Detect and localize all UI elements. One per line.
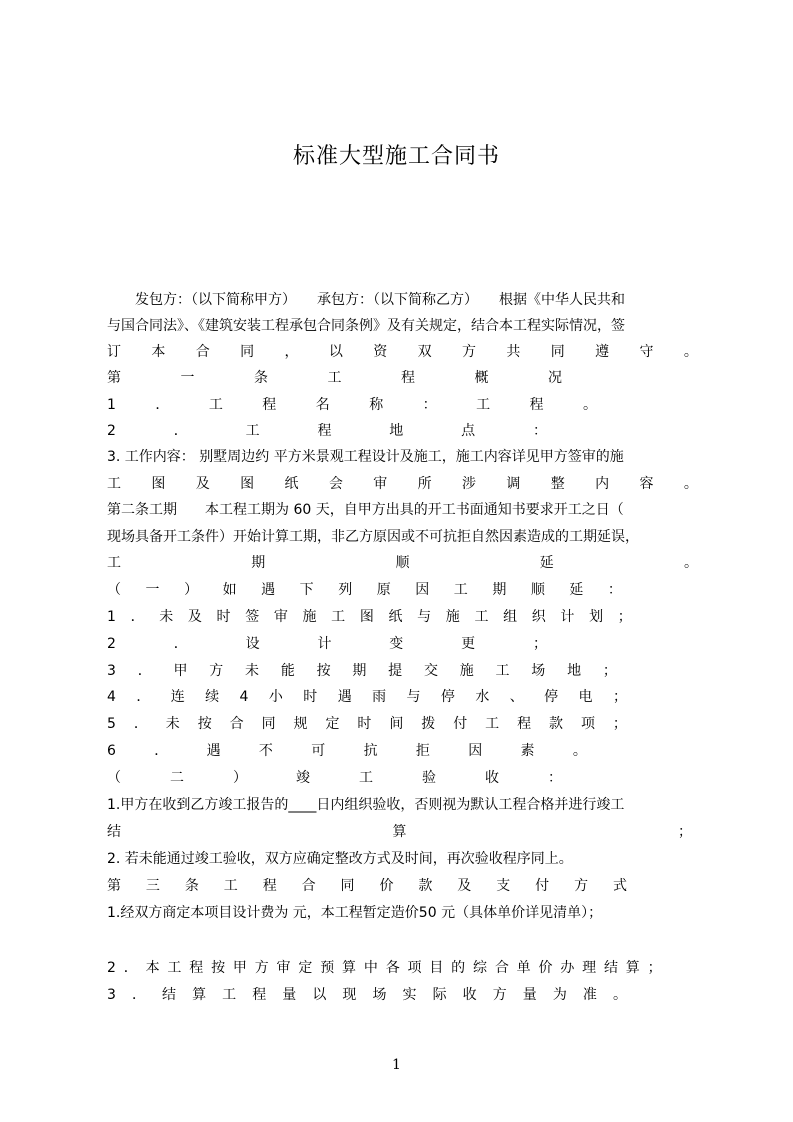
glyph: 三: [145, 878, 160, 894]
glyph: 纸: [388, 609, 403, 625]
glyph: 因: [468, 743, 483, 759]
glyph: 工: [453, 582, 468, 598]
glyph: ：: [607, 582, 622, 598]
glyph: 2: [107, 960, 116, 976]
glyph: 计: [317, 636, 332, 652]
glyph: ，: [284, 344, 299, 360]
glyph: 况: [548, 370, 562, 386]
glyph: 与: [417, 609, 432, 625]
glyph: 图: [359, 609, 374, 625]
glyph: 雨: [372, 689, 387, 705]
work-content-line-2: [107, 474, 698, 494]
glyph: 拒: [415, 743, 430, 759]
article-2-line-3: [107, 553, 698, 573]
glyph: 程: [262, 878, 277, 894]
glyph: 期: [352, 663, 367, 679]
glyph: 按: [316, 663, 331, 679]
glyph: 列: [338, 582, 353, 598]
glyph: ：: [548, 770, 562, 786]
article-3-heading: [107, 876, 627, 896]
glyph: 单: [516, 960, 531, 976]
glyph: 续: [205, 689, 220, 705]
glyph: ；: [612, 716, 627, 732]
glyph: 组: [503, 609, 518, 625]
glyph: ；: [647, 960, 662, 976]
glyph: 结: [603, 960, 618, 976]
glyph: 6: [107, 743, 116, 759]
glyph: 名: [315, 397, 330, 413]
glyph: 顺: [530, 582, 545, 598]
glyph: 内: [595, 476, 610, 492]
glyph: 遇: [206, 743, 221, 759]
glyph: 称: [369, 397, 384, 413]
delay-cause-2: [107, 634, 547, 654]
glyph: 涉: [462, 476, 476, 492]
glyph: 5: [107, 716, 116, 732]
glyph: 工: [331, 609, 346, 625]
glyph: 工: [359, 770, 373, 786]
glyph: 工: [327, 370, 342, 386]
glyph: 时: [303, 689, 318, 705]
glyph: 第: [107, 370, 121, 386]
glyph: 方: [254, 960, 269, 976]
delay-cause-4: [107, 687, 627, 707]
glyph: 遇: [337, 689, 352, 705]
glyph: 素: [520, 743, 535, 759]
glyph: 际: [432, 987, 447, 1003]
glyph: 守: [639, 344, 654, 360]
glyph: （: [107, 582, 121, 598]
payment-line-1: 1.经双方商定本项目设计费为 元，本工程暂定造价50 元（具体单价详见清单）；: [107, 905, 603, 921]
glyph: ．: [173, 423, 188, 439]
glyph: 不: [258, 743, 273, 759]
glyph: 下: [299, 582, 314, 598]
glyph: ；: [617, 609, 632, 625]
glyph: 概: [474, 370, 489, 386]
glyph: 价: [379, 878, 394, 894]
glyph: 程: [529, 397, 544, 413]
glyph: 项: [580, 716, 595, 732]
glyph: 收: [485, 770, 499, 786]
glyph: ；: [678, 824, 692, 840]
glyph: 量: [282, 987, 297, 1003]
glyph: 连: [170, 689, 185, 705]
glyph: 。: [612, 987, 627, 1003]
glyph: 4: [239, 689, 249, 705]
delay-cause-1: [107, 607, 632, 627]
glyph: 一: [145, 582, 160, 598]
glyph: 甲: [173, 663, 188, 679]
glyph: 未: [165, 716, 180, 732]
glyph: 停: [544, 689, 559, 705]
glyph: 资: [373, 344, 388, 360]
payment-line-3: [107, 985, 627, 1005]
glyph: （: [107, 770, 121, 786]
glyph: 1: [107, 609, 116, 625]
glyph: 停: [440, 689, 455, 705]
glyph: 价: [538, 960, 553, 976]
glyph: 地: [567, 663, 582, 679]
glyph: 同: [550, 344, 565, 360]
glyph: 同: [240, 344, 255, 360]
project-location-line: [107, 421, 547, 441]
glyph: 按: [197, 716, 212, 732]
glyph: 及: [195, 476, 210, 492]
glyph: 2: [107, 636, 116, 652]
glyph: 第: [107, 878, 121, 894]
preamble-line-1: 发包方：（以下简称甲方） 承包方：（以下简称乙方） 根据《中华人民共和: [107, 292, 625, 308]
payment-line-2: [107, 958, 662, 978]
glyph: ）: [233, 770, 247, 786]
glyph: ；: [602, 663, 617, 679]
glyph: 合: [195, 344, 210, 360]
work-content-line-1: 3. 工作内容： 别墅周边约 平方米景观工程设计及施工，施工内容详见甲方签审的施: [107, 449, 624, 465]
glyph: 4: [107, 689, 116, 705]
glyph: 一: [180, 370, 195, 386]
glyph: 定: [298, 960, 313, 976]
glyph: 合: [229, 716, 244, 732]
glyph: 为: [552, 987, 567, 1003]
glyph: 审: [373, 476, 388, 492]
glyph: 办: [560, 960, 575, 976]
glyph: 。: [572, 743, 587, 759]
glyph: 二: [170, 770, 184, 786]
glyph: 程: [262, 397, 277, 413]
glyph: 方: [462, 344, 476, 360]
glyph: 期: [251, 555, 266, 571]
glyph: ；: [532, 636, 547, 652]
glyph: 及: [187, 609, 202, 625]
glyph: 条: [184, 878, 199, 894]
glyph: 电: [578, 689, 593, 705]
glyph: 本: [145, 960, 160, 976]
glyph: ：: [422, 397, 437, 413]
glyph: 算: [392, 824, 407, 840]
glyph: 付: [535, 878, 550, 894]
glyph: 小: [268, 689, 283, 705]
glyph: 未: [159, 609, 174, 625]
project-name-line: [107, 395, 597, 415]
glyph: 审: [273, 609, 288, 625]
glyph: ．: [136, 689, 151, 705]
glyph: 收: [462, 987, 477, 1003]
page-title: 标准大型施工合同书: [292, 144, 500, 169]
glyph: 图: [240, 476, 255, 492]
glyph: 1: [107, 397, 116, 413]
article-2-line-2: 现场具备开工条件）开始计算工期，非乙方原因或不可抗拒自然因素造成的工期延误，: [107, 529, 639, 545]
glyph: 定: [325, 716, 340, 732]
glyph: 时: [357, 716, 372, 732]
glyph: 共: [506, 344, 521, 360]
glyph: 与: [406, 689, 421, 705]
glyph: 按: [211, 960, 226, 976]
glyph: 抗: [363, 743, 378, 759]
glyph: 以: [312, 987, 327, 1003]
glyph: 延: [569, 582, 584, 598]
glyph: 以: [328, 344, 343, 360]
glyph: 变: [389, 636, 404, 652]
glyph: 订: [107, 344, 121, 360]
glyph: 方: [209, 663, 224, 679]
glyph: 款: [549, 716, 564, 732]
glyph: 更: [461, 636, 476, 652]
glyph: 遵: [595, 344, 610, 360]
acceptance-line-2: [107, 822, 692, 842]
glyph: 划: [589, 609, 604, 625]
glyph: 项: [407, 960, 422, 976]
acceptance-line-1: 1.甲方在收到乙方竣工报告的____日内组织验收，否则视为默认工程合格并进行竣工: [107, 797, 625, 813]
glyph: 场: [531, 663, 546, 679]
glyph: 容: [639, 476, 654, 492]
glyph: 施: [445, 609, 460, 625]
glyph: 理: [582, 960, 597, 976]
glyph: 规: [293, 716, 308, 732]
glyph: 审: [276, 960, 291, 976]
glyph: ．: [137, 663, 152, 679]
glyph: 原: [376, 582, 391, 598]
glyph: 程: [401, 370, 415, 386]
glyph: 算: [192, 987, 207, 1003]
glyph: ．: [133, 716, 148, 732]
article-2-line-1: 第二条工期 本工程工期为 60 天，自甲方出具的开工书面通知书要求开工之日（: [107, 502, 624, 518]
glyph: 程: [189, 960, 204, 976]
glyph: 水: [475, 689, 490, 705]
glyph: 工: [208, 397, 223, 413]
glyph: 因: [415, 582, 430, 598]
glyph: 。: [583, 397, 597, 413]
glyph: 未: [245, 663, 260, 679]
glyph: 准: [582, 987, 597, 1003]
glyph: 所: [417, 476, 432, 492]
glyph: 合: [301, 878, 316, 894]
glyph: 地: [389, 423, 404, 439]
glyph: 量: [522, 987, 537, 1003]
glyph: 如: [222, 582, 237, 598]
glyph: 时: [216, 609, 231, 625]
glyph: 。: [684, 555, 698, 571]
glyph: 工: [476, 397, 491, 413]
glyph: ：: [532, 423, 547, 439]
glyph: 。: [683, 344, 698, 360]
glyph: 整: [550, 476, 565, 492]
glyph: 3: [107, 987, 116, 1003]
glyph: 方: [574, 878, 589, 894]
glyph: 能: [280, 663, 295, 679]
glyph: 双: [417, 344, 432, 360]
delay-cause-5: [107, 714, 627, 734]
glyph: 条: [254, 370, 268, 386]
glyph: 工: [495, 663, 510, 679]
glyph: 可: [311, 743, 326, 759]
glyph: 3: [107, 663, 116, 679]
glyph: 2: [107, 423, 116, 439]
glyph: ．: [155, 397, 170, 413]
glyph: 程: [517, 716, 532, 732]
glyph: ；: [612, 689, 627, 705]
delay-cause-6: [107, 741, 587, 761]
article-1-heading: [107, 368, 562, 388]
glyph: 遇: [261, 582, 276, 598]
glyph: 验: [422, 770, 436, 786]
glyph: ．: [154, 743, 169, 759]
glyph: 及: [457, 878, 472, 894]
glyph: ）: [184, 582, 199, 598]
glyph: ．: [173, 636, 188, 652]
glyph: 施: [459, 663, 474, 679]
glyph: 同: [261, 716, 276, 732]
glyph: ．: [131, 987, 146, 1003]
glyph: 场: [372, 987, 387, 1003]
glyph: 甲: [232, 960, 247, 976]
glyph: 本: [151, 344, 166, 360]
glyph: 拨: [421, 716, 436, 732]
glyph: 签: [245, 609, 260, 625]
acceptance-heading: [107, 768, 562, 788]
glyph: 中: [363, 960, 378, 976]
glyph: 工: [107, 476, 121, 492]
glyph: 工: [245, 423, 260, 439]
delay-causes-heading: [107, 580, 622, 600]
glyph: 算: [342, 960, 357, 976]
glyph: 计: [560, 609, 575, 625]
glyph: 期: [492, 582, 507, 598]
preamble-line-3: [107, 342, 698, 362]
glyph: 程: [252, 987, 267, 1003]
glyph: 综: [473, 960, 487, 976]
glyph: ．: [123, 960, 138, 976]
glyph: 设: [245, 636, 260, 652]
glyph: 会: [328, 476, 343, 492]
glyph: 各: [385, 960, 400, 976]
glyph: 提: [388, 663, 403, 679]
delay-cause-3: [107, 661, 617, 681]
glyph: 延: [539, 555, 554, 571]
preamble-line-2: 与国合同法》、《建筑安装工程承包合同条例》及有关规定，结合本工程实际情况，签: [107, 318, 625, 334]
glyph: 式: [612, 878, 627, 894]
glyph: 同: [340, 878, 355, 894]
glyph: ．: [130, 609, 145, 625]
glyph: 工: [485, 716, 500, 732]
glyph: 算: [625, 960, 640, 976]
glyph: 实: [402, 987, 417, 1003]
glyph: 程: [317, 423, 332, 439]
contract-body: [107, 0, 698, 1122]
glyph: 现: [342, 987, 357, 1003]
glyph: 工: [222, 987, 237, 1003]
glyph: 结: [107, 824, 121, 840]
glyph: 工: [107, 555, 121, 571]
glyph: 纸: [284, 476, 299, 492]
page-number: 1: [392, 1057, 401, 1073]
glyph: 工: [474, 609, 489, 625]
glyph: 的: [451, 960, 466, 976]
glyph: 目: [429, 960, 444, 976]
glyph: 施: [302, 609, 317, 625]
glyph: 、: [509, 689, 524, 705]
glyph: 。: [683, 476, 698, 492]
glyph: 图: [151, 476, 166, 492]
glyph: 顺: [395, 555, 410, 571]
glyph: 支: [496, 878, 511, 894]
glyph: 预: [320, 960, 335, 976]
glyph: 工: [167, 960, 182, 976]
glyph: 调: [506, 476, 521, 492]
glyph: 付: [453, 716, 468, 732]
glyph: 结: [162, 987, 177, 1003]
glyph: 合: [494, 960, 509, 976]
glyph: 间: [389, 716, 404, 732]
glyph: 点: [461, 423, 476, 439]
acceptance-line-3: 2. 若未能通过竣工验收，双方应确定整改方式及时间，再次验收程序同上。: [107, 851, 573, 867]
glyph: 工: [223, 878, 238, 894]
glyph: 竣: [296, 770, 310, 786]
glyph: 款: [418, 878, 433, 894]
glyph: 方: [492, 987, 507, 1003]
glyph: 交: [423, 663, 438, 679]
glyph: 织: [531, 609, 546, 625]
